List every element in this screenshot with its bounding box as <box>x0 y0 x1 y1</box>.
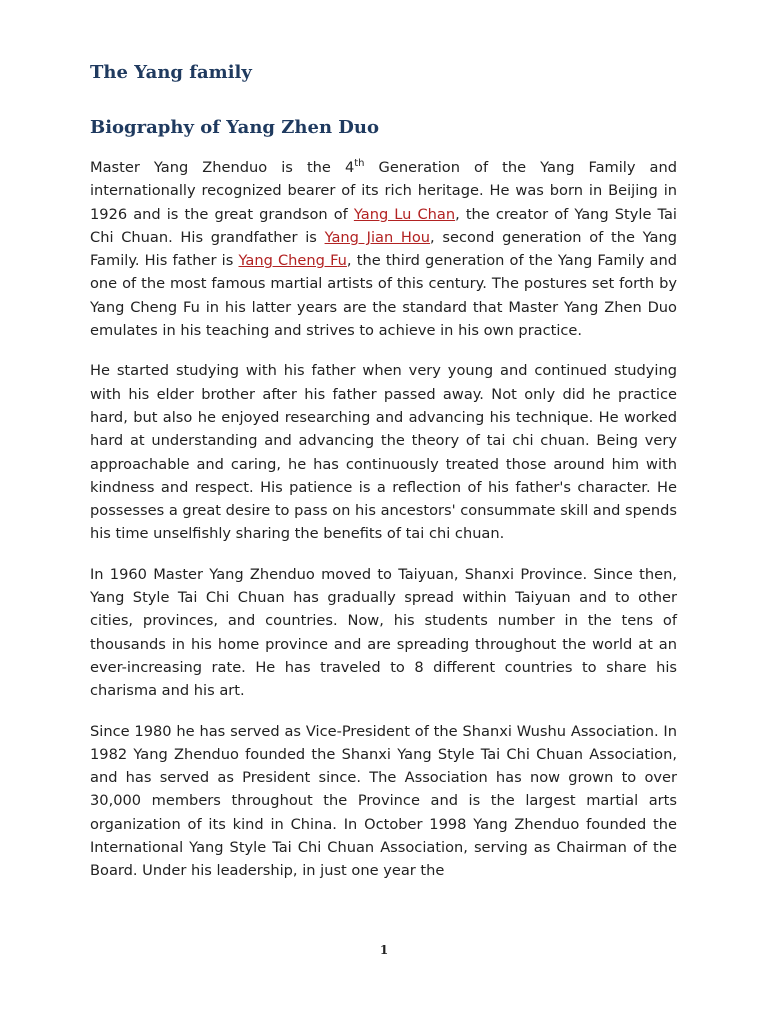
paragraph-studies: He started studying with his father when very young and continued studying with his elder brother after his father passed away. Not only did he practice hard, but also he enjoyed researching and advancing his technique. He worked hard at understanding and advancing the theory of tai chi chuan. Being very approachable and caring, he has continuously treated those around him with kindness and respect. His patience is a reflection of his father's character. He possesses a great desire to pass on his ancestors' consummate skill and spends his time unselfishly sharing the benefits of tai chi chuan. <box>90 362 677 543</box>
document-title: The Yang family <box>90 62 252 83</box>
link-yang-lu-chan[interactable]: Yang Lu Chan <box>353 205 456 223</box>
paragraph-intro: Master Yang Zhenduo is the 4th Generation of the Yang Family and internationally recognized bearer of its rich heritage. He was born in Beijing in 1926 and is the great grandson of Yang Lu Chan, the creator of Yang Style Tai Chi Chuan. His grandfather is Yang Jian Hou, second generation of the Yang Family. His father is Yang Cheng Fu, the third generation of the Yang Family and one of the most famous martial artists of this century. The postures set forth by Yang Cheng Fu in his latter years are the standard that Master Yang Zhen Duo emulates in his teaching and strives to achieve in his own practice. <box>90 158 677 340</box>
body-text <box>90 156 677 883</box>
link-yang-cheng-fu[interactable]: Yang Cheng Fu <box>238 252 347 270</box>
page-number: 1 <box>379 943 389 957</box>
paragraph-taiyuan: In 1960 Master Yang Zhenduo moved to Taiyuan, Shanxi Province. Since then, Yang Style Tai Chi Chuan has gradually spread within Taiyuan and to other cities, provinces, and countries. Now, his students number in the tens of thousands in his home province and are spreading throughout the world at an ever-increasing rate. He has traveled to 8 different countries to share his charisma and his art. <box>90 565 677 700</box>
link-yang-jian-hou[interactable]: Yang Jian Hou <box>324 228 431 246</box>
paragraph-associations: Since 1980 he has served as Vice-President of the Shanxi Wushu Association. In 1982 Yang Zhenduo founded the Shanxi Yang Style Tai Chi Chuan Association, and has served as President since. The Association has now grown to over 30,000 members throughout the Province and is the largest martial arts organization of its kind in China. In October 1998 Yang Zhenduo founded the International Yang Style Tai Chi Chuan Association, serving as Chairman of the Board. Under his leadership, in just one year the <box>90 722 677 880</box>
biography-heading: Biography of Yang Zhen Duo <box>90 117 379 138</box>
ordinal-suffix: th <box>354 158 365 170</box>
